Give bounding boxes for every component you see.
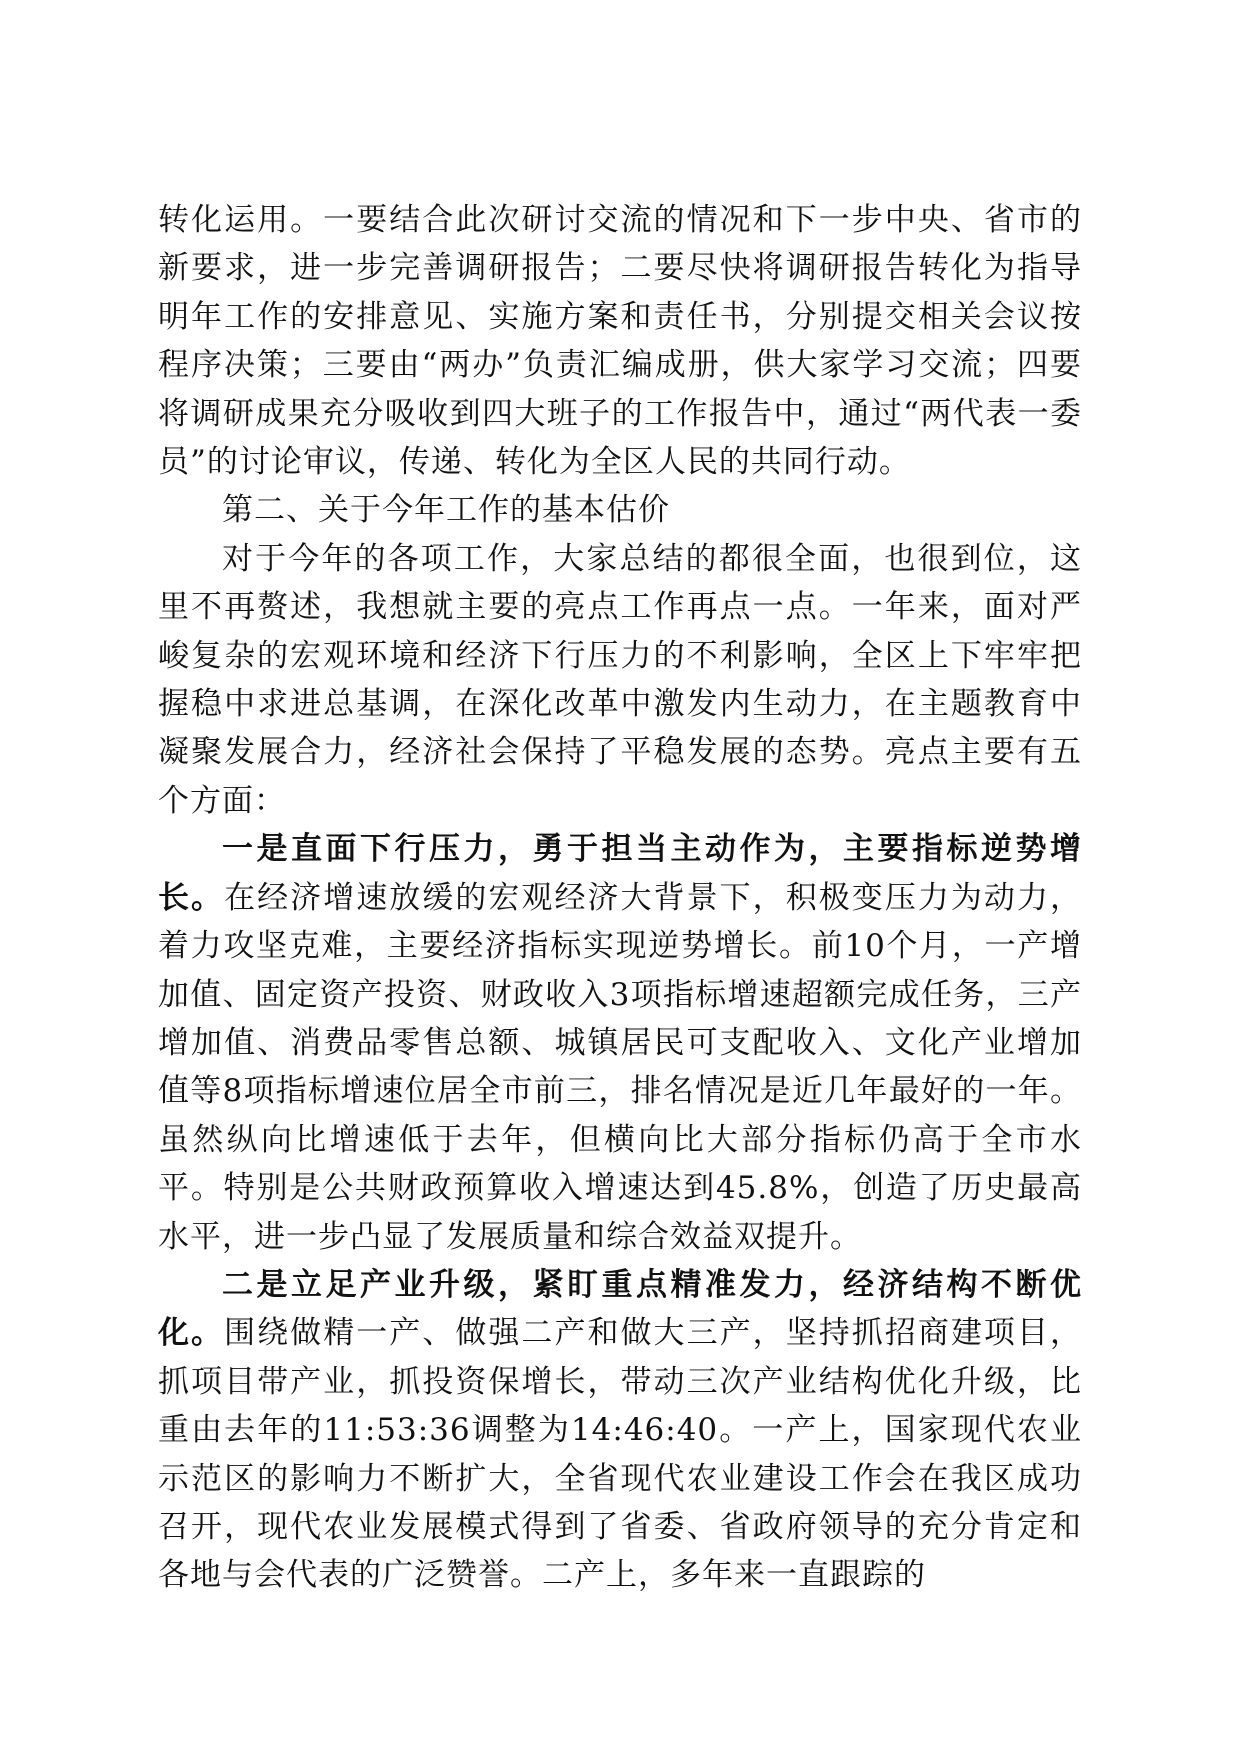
paragraph-continuation: 转化运用。一要结合此次研讨交流的情况和下一步中央、省市的新要求，进一步完善调研报告；二要尽快将调研报告转化为指导明年工作的安排意见、实施方案和责任书，分别提交相关会议按程序决策；三要由“两办”负责汇编成册，供大家学习交流；四要将调研成果充分吸收到四大班子的工作报告中，通过“两代表一委员”的讨论审议，传递、转化为全区人民的共同行动。 [158,202,1082,481]
point-1-body: 在经济增速放缓的宏观经济大背景下，积极变压力为动力，着力攻坚克难，主要经济指标实现逆势增长。前10个月，一产增加值、固定资产投资、财政收入3项指标增速超额完成任务，三产增加值、消费品零售总额、城镇居民可支配收入、文化产业增加值等8项指标增速位居全市前三，排名情况是近几年最好的一年。虽然纵向比增速低于去年，但横向比大部分指标仍高于全市水平。特别是公共财政预算收入增速达到45.8%，创造了历史最高水平，进一步凸显了发展质量和综合效益双提升。 [158,879,1083,1255]
paragraph-overview: 对于今年的各项工作，大家总结的都很全面，也很到位，这里不再赘述，我想就主要的亮点工作再点一点。一年来，面对严峻复杂的宏观环境和经济下行压力的不利影响，全区上下牢牢把握稳中求进总基调，在深化改革中激发内生动力，在主题教育中凝聚发展合力，经济社会保持了平稳发展的态势。亮点主要有五个方面： [158,540,1082,819]
paragraph-point-1 [158,825,1082,1261]
section-heading: 第二、关于今年工作的基本估价 [222,492,670,529]
paragraph-point-2 [158,1261,1082,1600]
point-1-lead: 一是直面下行压力，勇于担当主动作为，主要指标逆势增长。 [158,831,1082,916]
document-body [158,196,1082,1600]
point-2-body: 围绕做精一产、做强二产和做大三产，坚持抓招商建项目，抓项目带产业，抓投资保增长，带动三次产业结构优化升级，比重由去年的11:53:36调整为14:46:40。一产上，国家现代农业示范区的影响力不断扩大，全省现代农业建设工作会在我区成功召开，现代农业发展模式得到了省委、省政府领导的充分肯定和各地与会代表的广泛赞誉。二产上，多年来一直跟踪的 [158,1315,1083,1594]
point-2-lead: 二是立足产业升级，紧盯重点精准发力，经济结构不断优化。 [158,1266,1082,1352]
